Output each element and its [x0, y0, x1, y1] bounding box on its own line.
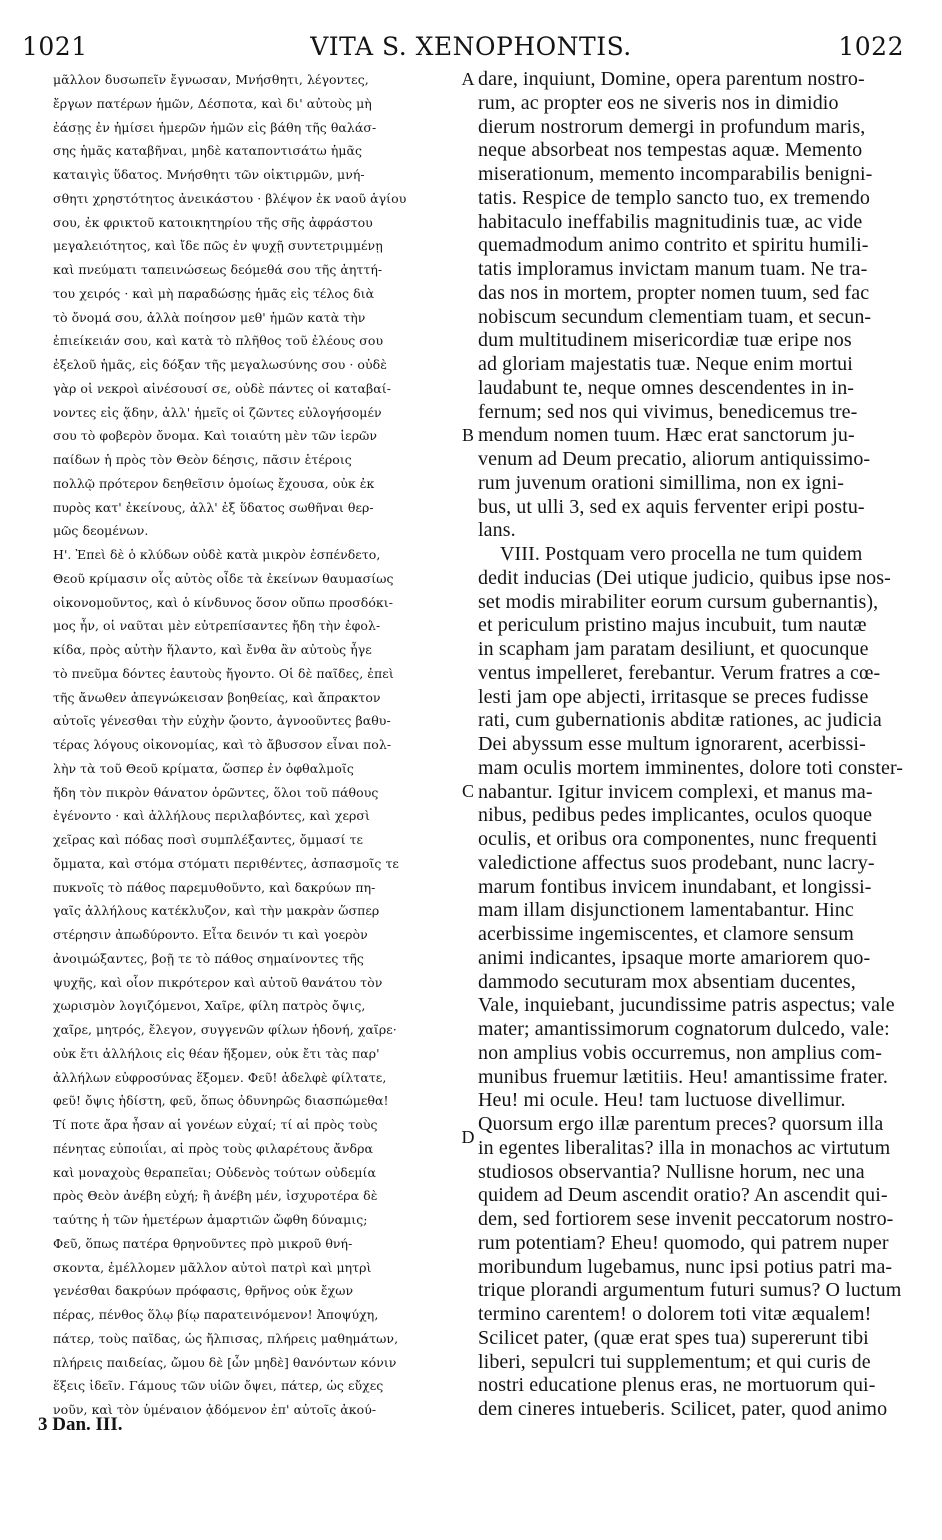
- text-line: καὶ μοναχοὺς θεραπεῖαι; Οὐδενὸς τούτων οὐδεμία: [53, 1164, 376, 1180]
- text-line: πολλῷ πρότερον δεηθεῖσιν ὁμοίως ἔχουσα, οὐκ ἐκ: [53, 475, 375, 491]
- text-line: λὴν τὰ τοῦ Θεοῦ κρίματα, ὥσπερ ἐν ὀφθαλμοῖς: [53, 760, 354, 776]
- text-line: acerbissime ingemiscentes, et clamore sensum: [478, 923, 854, 945]
- text-line: marum fontibus invicem inundabant, et longissi-: [478, 875, 872, 898]
- text-line: Vale, inquiebant, jucundissime patris aspectus; vale: [478, 994, 895, 1017]
- text-line: rum, ac propter eos ne siveris nos in dimidio: [478, 91, 839, 114]
- text-line: ἐξελοῦ ἡμᾶς, εἰς δόξαν τῆς μεγαλωσύνης σου · οὐδὲ: [53, 357, 387, 372]
- text-line: miserationum, memento incomparabilis benigni-: [478, 163, 873, 185]
- text-line: πένητας εὐποιΐαι, αἱ πρὸς τοὺς φιλαρέτους ἄνδρα: [53, 1140, 373, 1156]
- text-line: ψυχῆς, καὶ οἷον πικρότερον καὶ αὐτοῦ θανάτου τὸν: [53, 974, 383, 990]
- text-line: mam oculis mortem imminentes, dolore toti conster-: [478, 756, 904, 779]
- text-line: tatis. Respice de templo sancto tuo, ex tremendo: [478, 186, 870, 209]
- text-line: κίδα, πρὸς αὐτὴν ἥλαντο, καὶ ἔνθα ἂν αὐτοὺς ἦγε: [53, 642, 372, 657]
- text-line: dare, inquiunt, Domine, opera parentum nostro-: [478, 68, 865, 90]
- text-line: in scapham jam paratam desiliunt, et quocunque: [478, 638, 869, 660]
- greek-column: [53, 68, 457, 1422]
- text-line: τὸ πνεῦμα δόντες ἑαυτοὺς ἤγοντο. Οἱ δὲ παῖδες, ἐπεὶ: [53, 665, 394, 681]
- running-title: VITA S. XENOPHONTIS.: [310, 32, 632, 61]
- text-line: et periculum pristino majus incubuit, tum nautæ: [478, 614, 867, 637]
- text-line: ἤδη τὸν πικρὸν θάνατον ὁρῶντες, ὅλοι τοῦ πάθους: [53, 784, 379, 800]
- text-line: mater; amantissimorum cognatorum dulcedo, vale:: [478, 1018, 890, 1040]
- text-line: σκοντα, ἐμέλλομεν μᾶλλον αὐτοὶ πατρὶ καὶ μητρὶ: [53, 1259, 372, 1275]
- text-line: Heu! mi ocule. Heu! tam luctuose divellimur.: [478, 1089, 846, 1112]
- latin-column: [478, 68, 910, 1422]
- text-line: Τί ποτε ἄρα ἦσαν αἱ γονέων εὐχαί; τί αἱ πρὸς τοὺς: [53, 1117, 378, 1132]
- text-line: πάτερ, τοὺς παῖδας, ὡς ἤλπισας, πλήρεις μαθημάτων,: [53, 1330, 399, 1346]
- text-line: dum multitudinem misericordiæ tuæ eripe nos: [478, 329, 852, 352]
- text-line: set modis mirabiliter eorum cursum gubernantis),: [478, 590, 879, 613]
- text-line: non amplius vobis occurremus, non amplius com-: [478, 1041, 882, 1064]
- text-line: ventus impelleret, ferebantur. Verum fratres a cœ-: [478, 661, 881, 684]
- text-line: quidem ad Deum ascendit oratio? An ascendit qui-: [478, 1184, 888, 1207]
- text-line: νοντες εἰς ᾅδην, ἀλλ' ἡμεῖς οἱ ζῶντες εὐλογήσομέν: [53, 404, 382, 420]
- text-line: lans.: [478, 519, 516, 542]
- text-line: του χειρός · καὶ μὴ παραδώσῃς ἡμᾶς εἰς τέλος διὰ: [53, 285, 375, 301]
- text-line: μεγαλειότητος, καὶ ἴδε πῶς ἐν ψυχῇ συντετριμμένῃ: [53, 238, 383, 254]
- margin-letter-c: C: [461, 781, 474, 801]
- text-line: neque absorbeat nos tempestas aquæ. Memento: [478, 139, 863, 162]
- text-line: ad gloriam majestatis tuæ. Neque enim mortui: [478, 353, 853, 375]
- text-line: γὰρ οἱ νεκροὶ αἰνέσουσί σε, οὐδὲ πάντες οἱ καταβαί-: [53, 380, 392, 396]
- text-line: bus, ut ulli 3, sed ex aquis ferventer eripi postu-: [478, 495, 865, 518]
- text-line: ἐπιείκειάν σου, καὶ κατὰ τὸ πλῆθος τοῦ ἐλέους σου: [53, 333, 384, 349]
- text-line: στέρησιν ἀπωδύροντο. Εἶτα δεινόν τι καὶ γοερὸν: [53, 927, 368, 942]
- text-line: τῆς ἄνωθεν ἀπεγνώκεισαν βοηθείας, καὶ ἄπρακτον: [53, 689, 381, 705]
- text-line: animi indicantes, ipsaque morte amariorem quo-: [478, 946, 871, 969]
- text-line: rum potentiam? Eheu! quomodo, qui patrem nuper: [478, 1231, 889, 1254]
- text-line: venum ad Deum precatio, aliorum antiquissimo-: [478, 448, 871, 470]
- text-line: ἐγένοντο · καὶ ἀλλήλους περιλαβόντες, καὶ χερσὶ: [53, 808, 370, 824]
- text-line: termino carentem! o dolorem toti vitæ æqualem!: [478, 1303, 872, 1325]
- margin-letter-a: A: [461, 69, 475, 89]
- text-line: dammodo secuturam mox absentiam ducentes,: [478, 970, 856, 993]
- text-line: γενέσθαι δακρύων πρόφασις, θρῆνος οὐκ ἔχων: [53, 1283, 354, 1299]
- text-line: mam illam disjunctionem lamentabantur. Hinc: [478, 899, 854, 922]
- text-line: quemadmodum animo contrito et spiritu humili-: [478, 234, 869, 257]
- text-line: nostri educatione plenus eras, ne mortuorum qui-: [478, 1374, 876, 1397]
- text-line: φεῦ! ὄψις ἡδίστη, φεῦ, ὅπως ὀδυνηρῶς διασπώμεθα!: [53, 1093, 389, 1109]
- text-line: lesti jam ope abjecti, irritasque se preces fudisse: [478, 685, 869, 708]
- text-line: Θεοῦ κρίμασιν οἷς αὐτὸς οἶδε τὰ ἐκείνων θαυμασίως: [53, 570, 394, 586]
- margin-letter-d: D: [461, 1127, 475, 1147]
- text-line: πέρας, πένθος ὅλῳ βίῳ παρατεινόμενον! Ἀποψύχη,: [53, 1307, 379, 1322]
- text-line: munibus fruemur lætitiis. Heu! amantissime frater.: [478, 1065, 888, 1088]
- text-line: γαῖς ἀλλήλους κατέκλυζον, καὶ τὴν μακρὰν ὥσπερ: [53, 903, 380, 919]
- text-line: laudabunt te, neque omnes descendentes in in-: [478, 376, 855, 399]
- text-line: μᾶλλον δυσωπεῖν ἔγνωσαν, Μνήσθητι, λέγοντες,: [53, 72, 369, 87]
- text-line: trique plorandi argumentum futuri sumus? O luctum: [478, 1279, 902, 1302]
- text-line: nabantur. Igitur invicem complexi, et manus ma-: [478, 780, 873, 803]
- text-line: dem cineres intueberis. Scilicet, pater, quod animo: [478, 1398, 888, 1420]
- text-line: Scilicet pater, (quæ erat spes tua) supererunt tibi: [478, 1326, 869, 1349]
- margin-letter-b: B: [461, 425, 474, 445]
- text-line: ἀλλήλων εὐφροσύνας ἕξομεν. Φεῦ! ἀδελφὲ φίλτατε,: [53, 1069, 387, 1085]
- text-line: in egentes liberalitas? illa in monachos ac virtutum: [478, 1136, 891, 1159]
- text-line: Quorsum ergo illæ parentum preces? quorsum illa: [478, 1113, 884, 1135]
- text-line: παίδων ἡ πρὸς τὸν Θεὸν δέησις, πᾶσιν ἑτέροις: [53, 452, 352, 467]
- text-line: πυρὸς κατ' ἐκείνους, ἀλλ' ἐξ ὕδατος σωθῆναι θερ-: [53, 499, 374, 515]
- text-line: αὐτοῖς γένεσθαι τὴν εὐχὴν ᾤοντο, ἀγνοοῦντες βαθυ-: [53, 713, 391, 729]
- text-line: οἰκονομοῦντος, καὶ ὁ κίνδυνος ὅσον οὔπω προσδόκι-: [53, 594, 394, 610]
- text-line: σου τὸ φοβερὸν ὄνομα. Καὶ τοιαύτη μὲν τῶν ἱερῶν: [53, 428, 377, 444]
- text-line: rati, cum gubernationis abditæ rationes, ac judicia: [478, 709, 882, 732]
- text-line: liberi, sepulcri tui supplementum; et qui curis de: [478, 1350, 871, 1373]
- text-line: πλήρεις παιδείας, ὤμου δὲ [ὧν μηδὲ] θανόντων κόνιν: [53, 1354, 397, 1370]
- text-line: τὸ ὄνομά σου, ἀλλὰ ποίησον μεθ' ἡμῶν κατὰ τὴν: [53, 309, 366, 325]
- text-line: μῶς δεομένων.: [53, 523, 149, 539]
- text-line: πρὸς Θεὸν ἀνέβη εὐχή; ἢ ἀνέβη μέν, ἰσχυροτέρα δὲ: [53, 1188, 378, 1204]
- text-line: studiosos observantia? Nullisne horum, nec una: [478, 1160, 865, 1183]
- text-line: dem, sed fortiorem sese invenit peccatorum nostro-: [478, 1208, 894, 1230]
- text-line: ὄμματα, καὶ στόμα στόματι περιθέντες, ἀσπασμοῖς τε: [53, 855, 399, 871]
- text-line: μος ἦν, οἱ ναῦται μὲν εὐτρεπίσαντες ἤδη τὴν ἐφολ-: [53, 618, 381, 634]
- text-line: tatis imploramus invictam manum tuam. Ne tra-: [478, 258, 868, 280]
- text-line: τέρας λόγους οἰκονομίας, καὶ τὸ ἄβυσσον εἶναι πολ-: [53, 737, 392, 752]
- text-line: ἕξεις ἰδεῖν. Γάμους τῶν υἱῶν ὄψει, πάτερ, ὡς εὔχες: [53, 1378, 384, 1394]
- text-line: νοῦν, καὶ τὸν ὑμέναιον ᾀδόμενον ἐπ' αὐτοῖς ἀκού-: [53, 1402, 377, 1417]
- text-line: dierum nostrorum demergi in profundum maris,: [478, 115, 866, 138]
- text-line: ταύτης ἡ τῶν ἡμετέρων ἁμαρτιῶν ὤφθη δύναμις;: [53, 1212, 368, 1227]
- page-header: [0, 30, 942, 64]
- footnote: 3 Dan. III.: [38, 1414, 123, 1435]
- left-page-number: 1021: [22, 32, 88, 61]
- text-line: nibus, pedibus pedes implicantes, oculos quoque: [478, 804, 873, 827]
- text-line: καὶ πνεύματι ταπεινώσεως δεόμεθά σου τῆς ἀηττή-: [53, 262, 383, 277]
- text-line: VIII. Postquam vero procella ne tum quidem: [500, 543, 863, 565]
- text-line: dedit inducias (Dei utique judicio, quibus ipse nos-: [478, 566, 891, 589]
- text-line: ἐάσῃς ἐν ἡμίσει ἡμερῶν ἡμῶν εἰς βάθη τῆς θαλάσ-: [53, 119, 377, 135]
- text-line: σθητι χρηστότητος ἀνεικάστου · βλέψον ἐκ ναοῦ ἁγίου: [53, 190, 407, 206]
- text-line: σης ἡμᾶς καταβῆναι, μηδὲ καταποντισάτω ἡμᾶς: [53, 143, 363, 159]
- text-line: ἀνοιμώξαντες, βοῇ τε τὸ πάθος σημαίνοντες τῆς: [53, 950, 364, 966]
- text-line: das nos in mortem, propter nomen tuum, sed fac: [478, 281, 870, 304]
- text-line: habitaculo ineffabilis magnitudinis tuæ, ac vide: [478, 210, 863, 233]
- text-line: nobiscum secundum clementiam tuam, et secun-: [478, 305, 872, 328]
- text-line: ἔργων πατέρων ἡμῶν, Δέσποτα, καὶ δι' αὐτοὺς μὴ: [53, 95, 372, 111]
- text-line: mendum nomen tuum. Hæc erat sanctorum ju-: [478, 424, 855, 447]
- text-line: Η'. Ἐπεὶ δὲ ὁ κλύδων οὐδὲ κατὰ μικρὸν ἐσπένδετο,: [53, 547, 381, 562]
- text-line: οὐκ ἔτι ἀλλήλοις εἰς θέαν ἥξομεν, οὐκ ἔτι τὰς παρ': [53, 1045, 380, 1061]
- right-page-number: 1022: [838, 32, 904, 61]
- text-line: καταιγὶς ὕδατος. Μνήσθητι τῶν οἰκτιρμῶν, μνή-: [53, 167, 365, 182]
- text-line: χαῖρε, μητρός, ἔλεγον, συγγενῶν φίλων ἡδονή, χαῖρε·: [53, 1022, 397, 1037]
- text-line: moribundum lugebamus, nunc ipsi potius patri ma-: [478, 1255, 893, 1278]
- text-line: oculis, et oribus ora componentes, nunc frequenti: [478, 828, 878, 850]
- text-line: fernum; sed nos qui vivimus, benedicemus tre-: [478, 400, 858, 423]
- text-line: valedictione affectus suos prodebant, nunc lacry-: [478, 851, 875, 874]
- text-line: σου, ἐκ φρικτοῦ κατοικητηρίου τῆς σῆς ἀφράστου: [53, 214, 373, 230]
- text-line: rum juvenum orationi simillima, non ex igni-: [478, 471, 845, 494]
- text-line: Φεῦ, ὅπως πατέρα θρηνοῦντες πρὸ μικροῦ θνή-: [53, 1235, 353, 1251]
- text-line: πυκνοῖς τὸ πάθος παρεμυθοῦντο, καὶ δακρύων πη-: [53, 879, 376, 895]
- text-line: Dei abyssum esse multum ignorarent, acerbissi-: [478, 733, 866, 755]
- text-line: χεῖρας καὶ πόδας ποσὶ συμπλέξαντες, ὄμμασί τε: [53, 832, 364, 847]
- text-line: χωρισμὸν λογιζόμενοι, Χαῖρε, φίλη πατρὸς ὄψις,: [53, 998, 366, 1014]
